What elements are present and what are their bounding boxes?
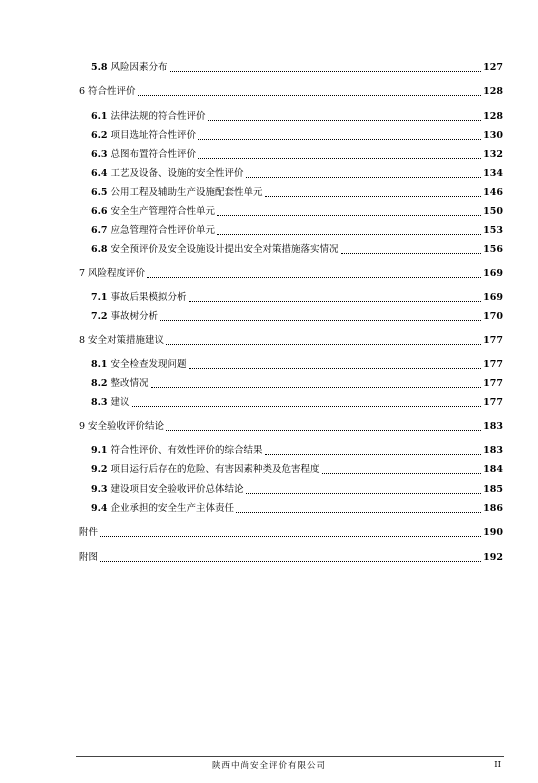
toc-dot-leader bbox=[246, 493, 482, 494]
toc-entry-number: 6.4 bbox=[91, 168, 108, 179]
toc-entry-page: 132 bbox=[483, 149, 503, 160]
toc-entry-title: 工艺及设备、设施的安全性评价 bbox=[110, 168, 244, 179]
toc-entry-number: 9.4 bbox=[91, 503, 108, 514]
toc-entry-title: 企业承担的安全生产主体责任 bbox=[110, 503, 235, 514]
toc-dot-leader bbox=[132, 406, 482, 407]
toc-entry-page: 130 bbox=[483, 130, 503, 141]
toc-entry-number: 6.1 bbox=[91, 111, 108, 122]
toc-entry[interactable] bbox=[79, 335, 503, 347]
toc-entry[interactable] bbox=[79, 86, 503, 98]
toc-entry[interactable] bbox=[91, 62, 503, 74]
toc-dot-leader bbox=[100, 561, 481, 562]
toc-entry-page: 185 bbox=[483, 484, 503, 495]
toc-entry-page: 150 bbox=[483, 206, 503, 217]
toc-entry-title: 整改情况 bbox=[110, 378, 149, 389]
toc-entry-title: 公用工程及辅助生产设施配套性单元 bbox=[110, 187, 263, 198]
toc-entry-page: 153 bbox=[483, 225, 503, 236]
toc-entry-number: 6 bbox=[79, 86, 86, 97]
toc-entry[interactable] bbox=[91, 292, 503, 304]
toc-entry[interactable] bbox=[79, 552, 503, 564]
toc-entry-page: 177 bbox=[483, 378, 503, 389]
toc-entry[interactable] bbox=[91, 484, 503, 496]
toc-entry-number: 9.2 bbox=[91, 464, 108, 475]
toc-entry-number: 6.8 bbox=[91, 244, 108, 255]
toc-entry[interactable] bbox=[91, 378, 503, 390]
toc-entry-title: 风险程度评价 bbox=[88, 268, 146, 279]
toc-entry-title: 事故树分析 bbox=[110, 311, 159, 322]
toc-entry[interactable] bbox=[91, 225, 503, 237]
toc-entry-page: 177 bbox=[483, 359, 503, 370]
toc-entry-title: 事故后果模拟分析 bbox=[110, 292, 187, 303]
toc-entry-page: 192 bbox=[483, 552, 503, 563]
toc-entry[interactable] bbox=[91, 206, 503, 218]
toc-entry[interactable] bbox=[91, 503, 503, 515]
toc-entry[interactable] bbox=[91, 168, 503, 180]
toc-entry[interactable] bbox=[91, 311, 503, 323]
toc-entry-page: 156 bbox=[483, 244, 503, 255]
toc-entry-title: 安全对策措施建议 bbox=[88, 335, 165, 346]
toc-dot-leader bbox=[236, 512, 481, 513]
toc-entry-title: 附图 bbox=[79, 552, 99, 563]
toc-entry-page: 186 bbox=[483, 503, 503, 514]
toc-entry-number: 5.8 bbox=[91, 62, 108, 73]
toc-entry-number: 6.5 bbox=[91, 187, 108, 198]
toc-entry-title: 安全验收评价结论 bbox=[88, 421, 165, 432]
toc-entry-title: 安全生产管理符合性单元 bbox=[110, 206, 216, 217]
toc-entry-title: 符合性评价、有效性评价的综合结果 bbox=[110, 445, 263, 456]
toc-entry-title: 安全预评价及安全设施设计提出安全对策措施落实情况 bbox=[110, 244, 339, 255]
toc-entry-page: 128 bbox=[483, 111, 503, 122]
toc-entry-title: 建设项目安全验收评价总体结论 bbox=[110, 484, 244, 495]
toc-entry-number: 8 bbox=[79, 335, 86, 346]
toc-dot-leader bbox=[341, 253, 482, 254]
toc-entry-page: 184 bbox=[483, 464, 503, 475]
toc-dot-leader bbox=[160, 320, 481, 321]
toc-entry-number: 6.2 bbox=[91, 130, 108, 141]
toc-dot-leader bbox=[151, 387, 482, 388]
toc-entry-page: 170 bbox=[483, 311, 503, 322]
toc-entry[interactable] bbox=[91, 244, 503, 256]
toc-entry-page: 183 bbox=[483, 421, 503, 432]
toc-entry-page: 190 bbox=[483, 527, 503, 538]
toc-entry-number: 8.2 bbox=[91, 378, 108, 389]
toc-dot-leader bbox=[166, 430, 481, 431]
toc-entry[interactable] bbox=[91, 359, 503, 371]
toc-entry-title: 安全检查发现问题 bbox=[110, 359, 187, 370]
toc-entry[interactable] bbox=[79, 421, 503, 433]
toc-dot-leader bbox=[198, 139, 481, 140]
toc-entry[interactable] bbox=[79, 268, 503, 280]
toc-entry-number: 9.1 bbox=[91, 445, 108, 456]
toc-entry-page: 134 bbox=[483, 168, 503, 179]
toc-entry-number: 7.2 bbox=[91, 311, 108, 322]
toc-dot-leader bbox=[217, 215, 481, 216]
toc-dot-leader bbox=[189, 301, 482, 302]
toc-dot-leader bbox=[100, 536, 481, 537]
toc-dot-leader bbox=[322, 473, 482, 474]
toc-entry[interactable] bbox=[91, 464, 503, 476]
toc-entry-title: 项目选址符合性评价 bbox=[110, 130, 197, 141]
toc-dot-leader bbox=[147, 277, 481, 278]
toc-entry-page: 169 bbox=[483, 292, 503, 303]
toc-entry-title: 法律法规的符合性评价 bbox=[110, 111, 206, 122]
toc-entry-number: 9.3 bbox=[91, 484, 108, 495]
toc-entry-number: 7 bbox=[79, 268, 86, 279]
toc-entry-title: 符合性评价 bbox=[88, 86, 136, 97]
toc-dot-leader bbox=[189, 368, 482, 369]
toc-entry[interactable] bbox=[79, 527, 503, 539]
toc-entry[interactable] bbox=[91, 111, 503, 123]
toc-entry-title: 应急管理符合性评价单元 bbox=[110, 225, 216, 236]
toc-dot-leader bbox=[246, 177, 482, 178]
toc-dot-leader bbox=[208, 120, 482, 121]
toc-entry-title: 建议 bbox=[110, 397, 130, 408]
toc-dot-leader bbox=[198, 158, 481, 159]
toc-entry[interactable] bbox=[91, 130, 503, 142]
footer-divider bbox=[76, 756, 504, 757]
toc-dot-leader bbox=[138, 95, 482, 96]
footer-company-name: 陕西中尚安全评价有限公司 bbox=[211, 761, 326, 771]
toc-dot-leader bbox=[166, 344, 481, 345]
toc-entry-number: 7.1 bbox=[91, 292, 108, 303]
toc-entry-page: 127 bbox=[483, 62, 503, 73]
footer-page-number: II bbox=[494, 760, 501, 770]
toc-entry-number: 8.1 bbox=[91, 359, 108, 370]
toc-entry-title: 总图布置符合性评价 bbox=[110, 149, 197, 160]
toc-entry[interactable] bbox=[91, 445, 503, 457]
toc-entry-number: 6.6 bbox=[91, 206, 108, 217]
toc-entry-page: 177 bbox=[483, 335, 503, 346]
toc-entry-number: 6.3 bbox=[91, 149, 108, 160]
toc-dot-leader bbox=[170, 71, 482, 72]
toc-entry-page: 128 bbox=[483, 86, 503, 97]
toc-entry[interactable] bbox=[91, 187, 503, 199]
toc-dot-leader bbox=[217, 234, 481, 235]
toc-entry-number: 8.3 bbox=[91, 397, 108, 408]
toc-entry-page: 146 bbox=[483, 187, 503, 198]
toc-entry-title: 风险因素分布 bbox=[110, 62, 168, 73]
toc-entry-title: 项目运行后存在的危险、有害因素种类及危害程度 bbox=[110, 464, 320, 475]
toc-entry-page: 169 bbox=[483, 268, 503, 279]
toc-entry-page: 183 bbox=[483, 445, 503, 456]
toc-dot-leader bbox=[265, 196, 482, 197]
toc-dot-leader bbox=[265, 454, 482, 455]
toc-entry[interactable] bbox=[91, 149, 503, 161]
toc-entry-page: 177 bbox=[483, 397, 503, 408]
toc-entry[interactable] bbox=[91, 397, 503, 409]
toc-entry-title: 附件 bbox=[79, 527, 99, 538]
toc-entry-number: 9 bbox=[79, 421, 86, 432]
toc-entry-number: 6.7 bbox=[91, 225, 108, 236]
